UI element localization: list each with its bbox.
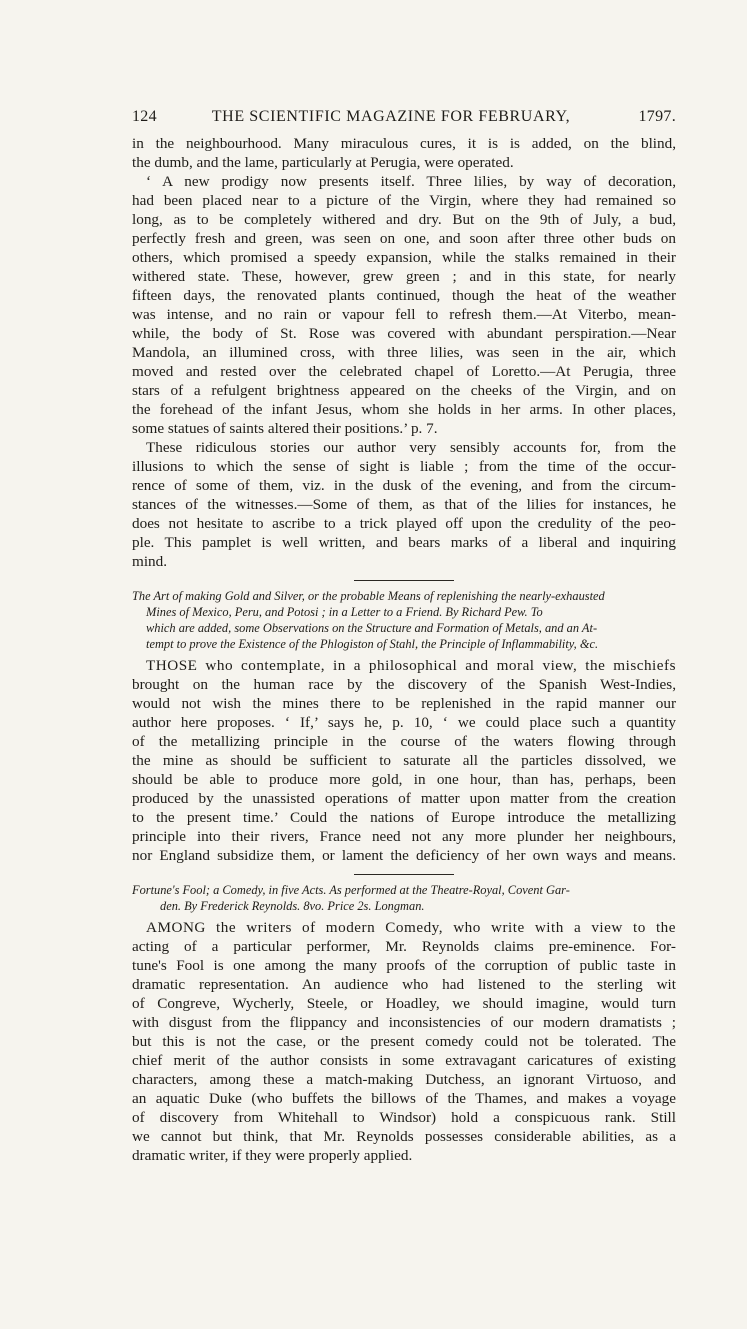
text-line: does not hesitate to ascribe to a trick played off upon the credulity of the peo- — [132, 515, 676, 532]
section-divider — [354, 874, 454, 875]
text-line: moved and rested over the celebrated chapel of Loretto.—At Perugia, three — [132, 363, 676, 380]
text-line: ‘ A new prodigy now presents itself. Three lilies, by way of decoration, — [146, 173, 676, 190]
text-line: of Congreve, Wycherly, Steele, or Hoadley, we should imagine, would turn — [132, 995, 676, 1012]
review1-title — [132, 588, 676, 652]
text-line: stances of the witnesses.—Some of them, as that of the lilies for instances, he — [132, 496, 676, 513]
text-line: had been placed near to a picture of the Virgin, where they had remained so — [132, 192, 676, 209]
text-line: stars of a refulgent brightness appeared on the cheeks of the Virgin, and on — [132, 382, 676, 399]
text-line: others, which promised a speedy expansion, while the stalks remained in their — [132, 249, 676, 266]
title-line: Mines of Mexico, Peru, and Potosi ; in a Letter to a Friend. By Richard Pew. To — [146, 605, 543, 619]
text-line: principle into their rivers, France need not any more plunder her neighbours, — [132, 828, 676, 845]
text-line: author here proposes. ‘ If,’ says he, p. 10, ‘ we could place such a quantity — [132, 714, 676, 731]
text-line: with disgust from the flippancy and inconsistencies of our modern dramatists ; — [132, 1014, 676, 1031]
text-line: These ridiculous stories our author very sensibly accounts for, from the — [146, 439, 676, 456]
running-head — [132, 108, 676, 134]
text-line: perfectly fresh and green, was seen on one, and soon after three other buds on — [132, 230, 676, 247]
text-line: the mine as should be sufficient to saturate all the particles dissolved, we — [132, 752, 676, 769]
running-title: THE SCIENTIFIC MAGAZINE FOR FEBRUARY, — [211, 108, 571, 125]
magazine-page — [0, 108, 747, 1329]
title-line: tempt to prove the Existence of the Phlogiston of Stahl, the Principle of Inflammability, &c. — [146, 637, 599, 651]
title-line: which are added, some Observations on the Structure and Formation of Metals, and an At- — [146, 621, 598, 635]
text-line: mind. — [132, 553, 168, 570]
text-line: chief merit of the author consists in some extravagant caricatures of existing — [132, 1052, 676, 1069]
running-year: 1797. — [638, 108, 676, 125]
text-line: would not wish the mines there to be replenished in the rapid manner our — [132, 695, 676, 712]
text-line: rence of some of them, viz. in the dusk of the evening, and from the circum- — [132, 477, 676, 494]
section-divider — [354, 580, 454, 581]
text-line: an aquatic Duke (who buffets the billows of the Thames, and makes a voyage — [132, 1090, 676, 1107]
section1-text — [132, 134, 676, 571]
text-line: fifteen days, the renovated plants continued, though the heat of the weather — [132, 287, 676, 304]
review2-title — [132, 882, 676, 914]
text-line: nor England subsidize them, or lament the deficiency of her own ways and means. — [132, 847, 676, 864]
review2-text — [132, 918, 676, 1165]
text-line: characters, among these a match-making Dutchess, an ignorant Virtuoso, and — [132, 1071, 676, 1088]
text-line: acting of a particular performer, Mr. Reynolds claims pre-eminence. For- — [132, 938, 676, 955]
text-line: dramatic writer, if they were properly applied. — [132, 1147, 413, 1164]
text-line: brought on the human race by the discovery of the Spanish West-Indies, — [132, 676, 676, 693]
text-line: we cannot but think, that Mr. Reynolds possesses considerable abilities, as a — [132, 1128, 676, 1145]
text-line: dramatic representation. An audience who had listened to the sterling wit — [132, 976, 676, 993]
text-line: of discovery from Whitehall to Windsor) hold a conspicuous rank. Still — [132, 1109, 676, 1126]
text-line: tune's Fool is one among the many proofs of the corruption of public taste in — [132, 957, 676, 974]
text-line: the forehead of the infant Jesus, whom she holds in her arms. In other places, — [132, 401, 676, 418]
text-line: long, as to be completely withered and dry. But on the 9th of July, a bud, — [132, 211, 676, 228]
text-line: while, the body of St. Rose was covered with abundant perspiration.—Near — [132, 325, 676, 342]
text-line: to the present time.’ Could the nations of Europe introduce the metallizing — [132, 809, 676, 826]
title-line: den. By Frederick Reynolds. 8vo. Price 2s. Longman. — [160, 899, 425, 913]
text-line: of the metallizing principle in the course of the waters flowing through — [132, 733, 676, 750]
text-line: Mandola, an illumined cross, with three lilies, was seen in the air, which — [132, 344, 676, 361]
page-number: 124 — [132, 108, 157, 125]
text-line: illusions to which the sense of sight is liable ; from the time of the occur- — [132, 458, 676, 475]
text-line: ple. This pamplet is well written, and bears marks of a liberal and inquiring — [132, 534, 676, 551]
text-line: AMONG the writers of modern Comedy, who write with a view to the — [146, 919, 676, 936]
text-line: withered state. These, however, grew green ; and in this state, for nearly — [132, 268, 676, 285]
text-line: in the neighbourhood. Many miraculous cures, it is is added, on the blind, — [132, 135, 676, 152]
title-line: Fortune's Fool; a Comedy, in five Acts. As performed at the Theatre-Royal, Covent Gar- — [132, 883, 570, 897]
text-line: some statues of saints altered their positions.’ p. 7. — [132, 420, 438, 437]
text-line: produced by the unassisted operations of matter upon matter from the creation — [132, 790, 676, 807]
text-line: THOSE who contemplate, in a philosophical and moral view, the mischiefs — [146, 657, 676, 674]
text-line: should be able to produce more gold, in one hour, than has, perhaps, been — [132, 771, 676, 788]
text-line: but this is not the case, or the present comedy could not be tolerated. The — [132, 1033, 676, 1050]
text-line: was intense, and no rain or vapour fell to refresh them.—At Viterbo, mean- — [132, 306, 676, 323]
title-line: The Art of making Gold and Silver, or the probable Means of replenishing the nearly-exhausted — [132, 589, 605, 603]
review1-text — [132, 656, 676, 865]
text-line: the dumb, and the lame, particularly at Perugia, were operated. — [132, 154, 514, 171]
